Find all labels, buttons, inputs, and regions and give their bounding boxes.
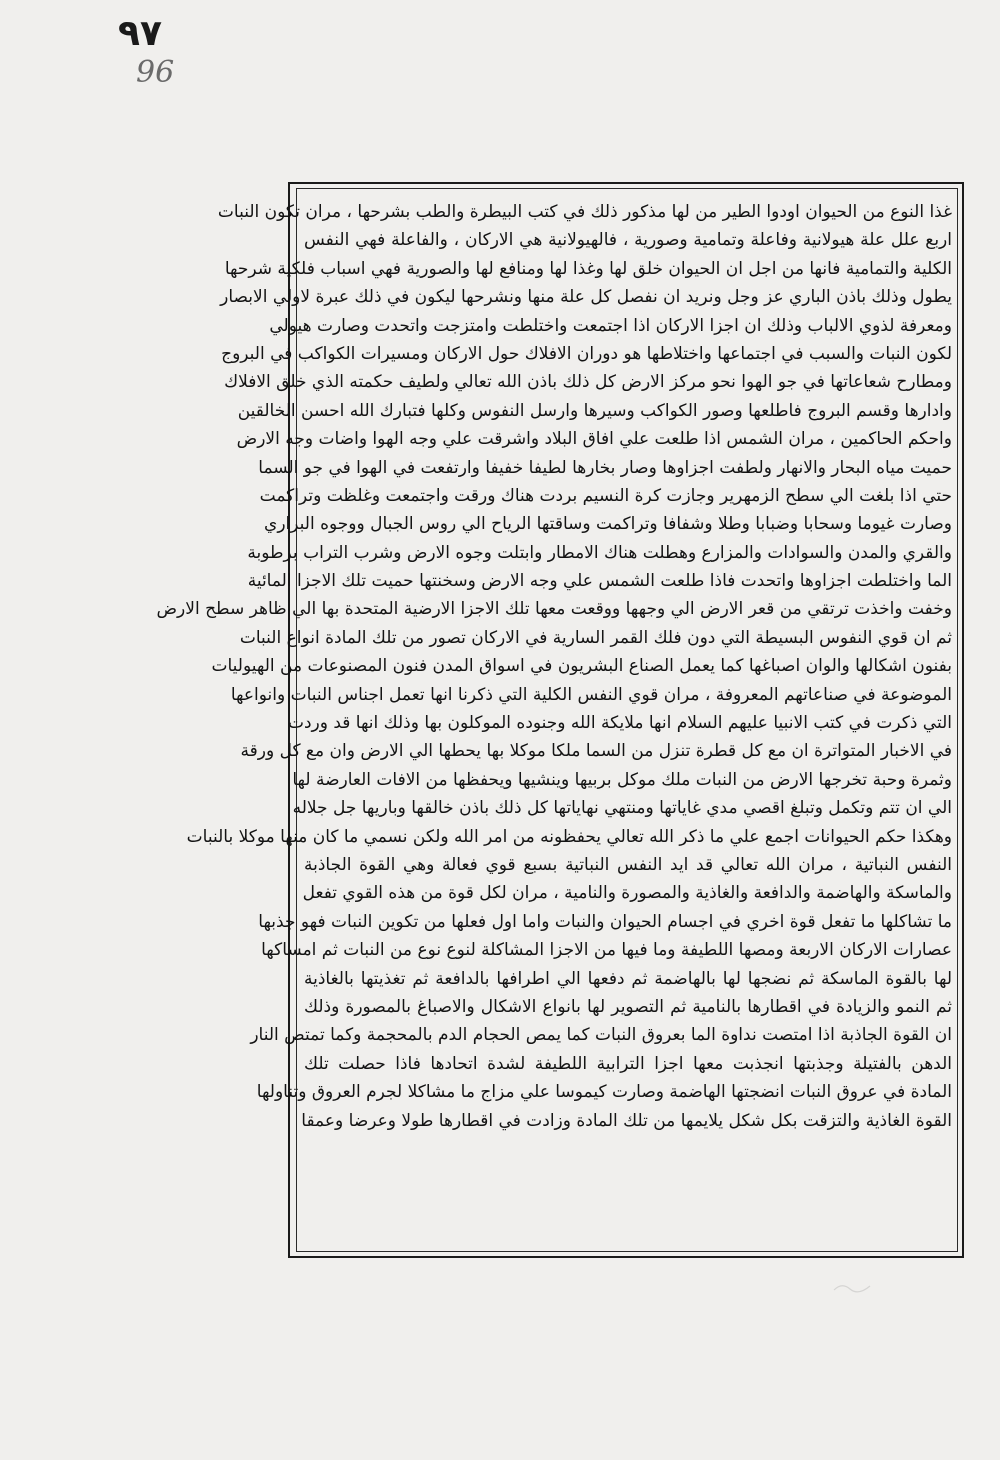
manuscript-line: عصارات الاركان الاربعة ومصها اللطيفة وما فيها من الاجزا المشاكلة لنوع نوع من النبات ثم امساكها (261, 940, 952, 961)
manuscript-line: ومطارح شعاعاتها في جو الهوا نحو مركز الارض كل ذلك باذن الله تعالي ولطيف حكمته الذي خلق الافلاك (224, 372, 952, 393)
manuscript-line: حميت مياه البحار والانهار ولطفت اجزاوها وصار بخارها لطيفا خفيفا وارتفعت في الهوا في جو السما (258, 457, 952, 478)
manuscript-line: وخفت واخذت ترتقي من قعر الارض الي وجهها ووقعت معها تلك الاجزا الارضية المتحدة بها الي ظاهر سطح الارض (156, 599, 952, 620)
manuscript-line: الدهن بالفتيلة وجذبتها انجذبت معها اجزا الترابية اللطيفة لشدة اتحادها فاذا حصلت تلك (304, 1053, 952, 1074)
manuscript-text-block (156, 198, 952, 1248)
manuscript-line: لها بالقوة الماسكة ثم نضجها لها بالهاضمة ثم دفعها الي اطرافها بالدافعة ثم تغذيتها بالغاذية (304, 968, 952, 989)
manuscript-line: الكلية والتمامية فانها من اجل ان الحيوان خلق لها وغذا لها ومنافع لها والصورية فهي اسباب فلكية شرحها (224, 258, 952, 279)
manuscript-line: والماسكة والهاضمة والدافعة والغاذية والمصورة والنامية ، مران لكل قوة من هذه القوي تفعل (302, 883, 952, 904)
manuscript-line: والقري والمدن والسوادات والمزارع وهطلت هناك الامطار وابتلت وجوه الارض وشرب التراب برطوبة (247, 542, 952, 563)
manuscript-line: وصارت غيوما وسحابا وضبابا وطلا وشفافا وتراكمت وساقتها الرياح الي روس الجبال ووجوه البراري (264, 514, 952, 535)
manuscript-line: في الاخبار المتواترة ان مع كل قطرة تنزل من السما ملكا موكلا بها يحطها الي الارض وان مع كل ورقة (240, 741, 952, 762)
manuscript-line: النفس النباتية ، مران الله تعالي قد ايد النفس النباتية بسبع قوي فعالة وهي القوة الجاذبة (304, 854, 952, 875)
manuscript-line: وادارها وقسم البروج فاطلعها وصور الكواكب وسيرها وارسل النفوس وكلها فتبارك الله احسن الخالقين (237, 400, 952, 421)
manuscript-line: وهكذا حكم الحيوانات اجمع علي ما ذكر الله تعالي يحفظونه من امر الله ولكن نسمي ما كان منها موكلا بالنبات (186, 826, 952, 847)
manuscript-line: ومعرفة لذوي الالباب وذلك ان اجزا الاركان اذا اجتمعت واختلطت وامتزجت واتحدت وصارت هيولي (269, 315, 952, 336)
manuscript-line: غذا النوع من الحيوان اودوا الطير من لها مذكور ذلك في كتب البيطرة والطب بشرحها ، مران تكون النبات (217, 202, 952, 222)
folio-number-latin: 96 (136, 55, 175, 90)
manuscript-line: الي ان تتم وتكمل وتبلغ اقصي مدي غاياتها ومنتهي نهاياتها كل ذلك باذن خالقها وباريها جل جلاله (292, 798, 952, 819)
manuscript-line: ما تشاكلها ما تفعل قوة اخري في اجسام الحيوان والنبات واما اول فعلها من تكوين النبات فهو جذبها (258, 911, 952, 932)
manuscript-line: حتي اذا بلغت الي سطح الزمهرير وجازت كرة النسيم بردت هناك ورقت واجتمعت وغلظت وتراكمت (259, 485, 952, 506)
manuscript-line: لكون النبات والسبب في اجتماعها واختلاطها هو دوران الافلاك حول الاركان ومسيرات الكواكب في البروج (221, 343, 952, 364)
manuscript-line: التي ذكرت في كتب الانبيا عليهم السلام انها ملايكة الله وجنوده الموكلون بها وذلك انها قد وردت (287, 713, 952, 734)
manuscript-line: واحكم الحاكمين ، مران الشمس اذا طلعت علي افاق البلاد واشرقت علي وجه الهوا واضات وجه الارض (236, 429, 952, 450)
manuscript-line: الما واختلطت اجزاوها واتحدت فاذا طلعت الشمس علي وجه الارض وسخنتها حميت تلك الاجزا المائية (247, 571, 952, 592)
manuscript-line: وثمرة وحبة تخرجها الارض من النبات ملك موكل بربيها وينشيها ويحفظها من الافات العارضة لها (292, 769, 952, 790)
manuscript-line: يطول وذلك باذن الباري عز وجل ونريد ان نفصل كل علة منها ونشرحها ليكون في ذلك عبرة لاولي الابصار (220, 287, 952, 308)
manuscript-line: اربع علل علة هيولانية وفاعلة وتمامية وصورية ، فالهيولانية هي الاركان ، والفاعلة فهي النفس (304, 230, 952, 251)
manuscript-line: ان القوة الجاذبة اذا امتصت نداوة الما بعروق النبات كما يمص الحجام الدم بالمحجمة وكما تمتص النار (250, 1025, 952, 1046)
manuscript-line: ثم النمو والزيادة في اقطارها بالنامية ثم التصوير لها بانواع الاشكال والاصباغ بالمصورة وذلك (304, 996, 952, 1017)
faint-stamp-mark (832, 1280, 872, 1294)
folio-number-arabic: ٩٧ (118, 13, 162, 54)
manuscript-line: المادة في عروق النبات انضجتها الهاضمة وصارت كيموسا علي مزاج ما مشاكلا لجرم العروق وتناولها (256, 1082, 952, 1103)
manuscript-line: بفنون اشكالها والوان اصباغها كما يعمل الصناع البشريون في اسواق المدن فنون المصنوعات من الهيوليات (211, 656, 952, 677)
manuscript-line: الموضوعة في صناعاتهم المعروفة ، مران قوي النفس الكلية التي ذكرنا انها تعمل اجناس النبات وانواعها (230, 684, 952, 705)
manuscript-line: القوة الغاذية والتزقت بكل شكل يلايمها من تلك المادة وزادت في اقطارها طولا وعرضا وعمقا (301, 1110, 952, 1131)
manuscript-line: ثم ان قوي النفوس البسيطة التي دون فلك القمر السارية في الاركان تصور من تلك المادة انواع النبات (239, 627, 952, 648)
